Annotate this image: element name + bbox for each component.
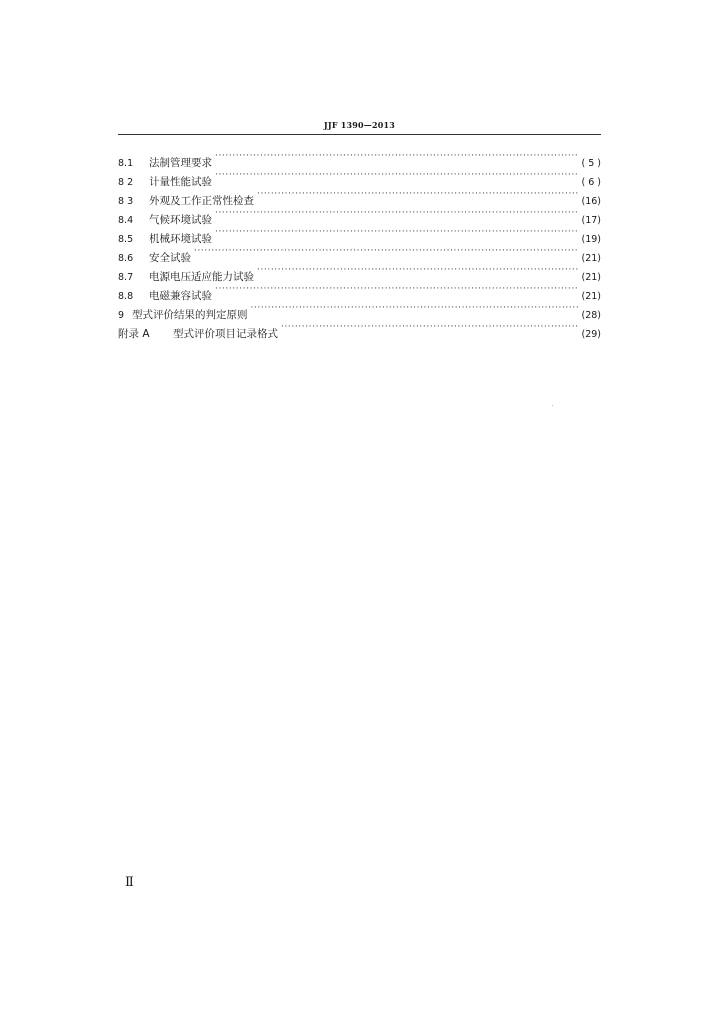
toc-leader-dots xyxy=(215,280,578,299)
toc-entry-number: 9 xyxy=(118,310,125,321)
toc-leader-dots xyxy=(215,204,578,223)
toc-leader-dots xyxy=(215,223,578,242)
toc-entry-title: 法制管理要求 xyxy=(149,157,212,169)
toc-leader-dots xyxy=(257,261,578,280)
toc-entry-page: (21) xyxy=(581,291,601,302)
toc-entry-number: 8 3 xyxy=(118,196,134,207)
toc-leader-dots xyxy=(215,166,579,185)
toc-entry xyxy=(118,147,601,169)
toc-entry-page: (16) xyxy=(581,196,601,207)
toc-entry-page: (28) xyxy=(581,310,601,321)
toc-entry-title: 安全试验 xyxy=(149,252,191,264)
toc-entry-page: (21) xyxy=(581,253,601,264)
toc-leader-dots xyxy=(251,299,579,318)
toc-entry-number: 8.8 xyxy=(118,291,134,302)
toc-leader-dots xyxy=(194,242,578,261)
toc-entry-title: 型式评价结果的判定原则 xyxy=(132,309,248,321)
toc-leader-dots xyxy=(215,147,579,166)
toc-entry-page: ( 5 ) xyxy=(581,158,601,169)
toc-entry-page: ( 6 ) xyxy=(581,177,601,188)
toc-entry-number: 8.5 xyxy=(118,234,134,245)
toc-entry-title: 计量性能试验 xyxy=(149,176,212,188)
page-number: Ⅱ xyxy=(125,875,134,890)
toc-entry-title: 机械环境试验 xyxy=(149,233,212,245)
toc-entry-page: (19) xyxy=(581,234,601,245)
toc-entry-number: 8.1 xyxy=(118,158,134,169)
toc-entry-page: (29) xyxy=(581,329,601,340)
toc-entry-number: 8.7 xyxy=(118,272,134,283)
toc-entry-number: 8.6 xyxy=(118,253,134,264)
toc-entry-title: 外观及工作正常性检查 xyxy=(149,195,254,207)
header-rule xyxy=(118,134,601,135)
toc-entry-page: (17) xyxy=(581,215,601,226)
toc-entry-page: (21) xyxy=(581,272,601,283)
toc-entry-title: 电源电压适应能力试验 xyxy=(149,271,254,283)
toc-leader-dots xyxy=(257,185,578,204)
toc-entry-number: 8 2 xyxy=(118,177,134,188)
toc-entry-number: 8.4 xyxy=(118,215,134,226)
toc-entry-title: 气候环境试验 xyxy=(149,214,212,226)
scan-speck xyxy=(552,405,553,406)
toc-entry-number: 附录 A xyxy=(118,328,150,340)
toc-entry-title: 型式评价项目记录格式 xyxy=(173,328,278,340)
toc-leader-dots xyxy=(281,318,578,337)
table-of-contents xyxy=(118,147,601,340)
toc-entry-title: 电磁兼容试验 xyxy=(149,290,212,302)
running-header: JJF 1390—2013 xyxy=(323,120,396,130)
